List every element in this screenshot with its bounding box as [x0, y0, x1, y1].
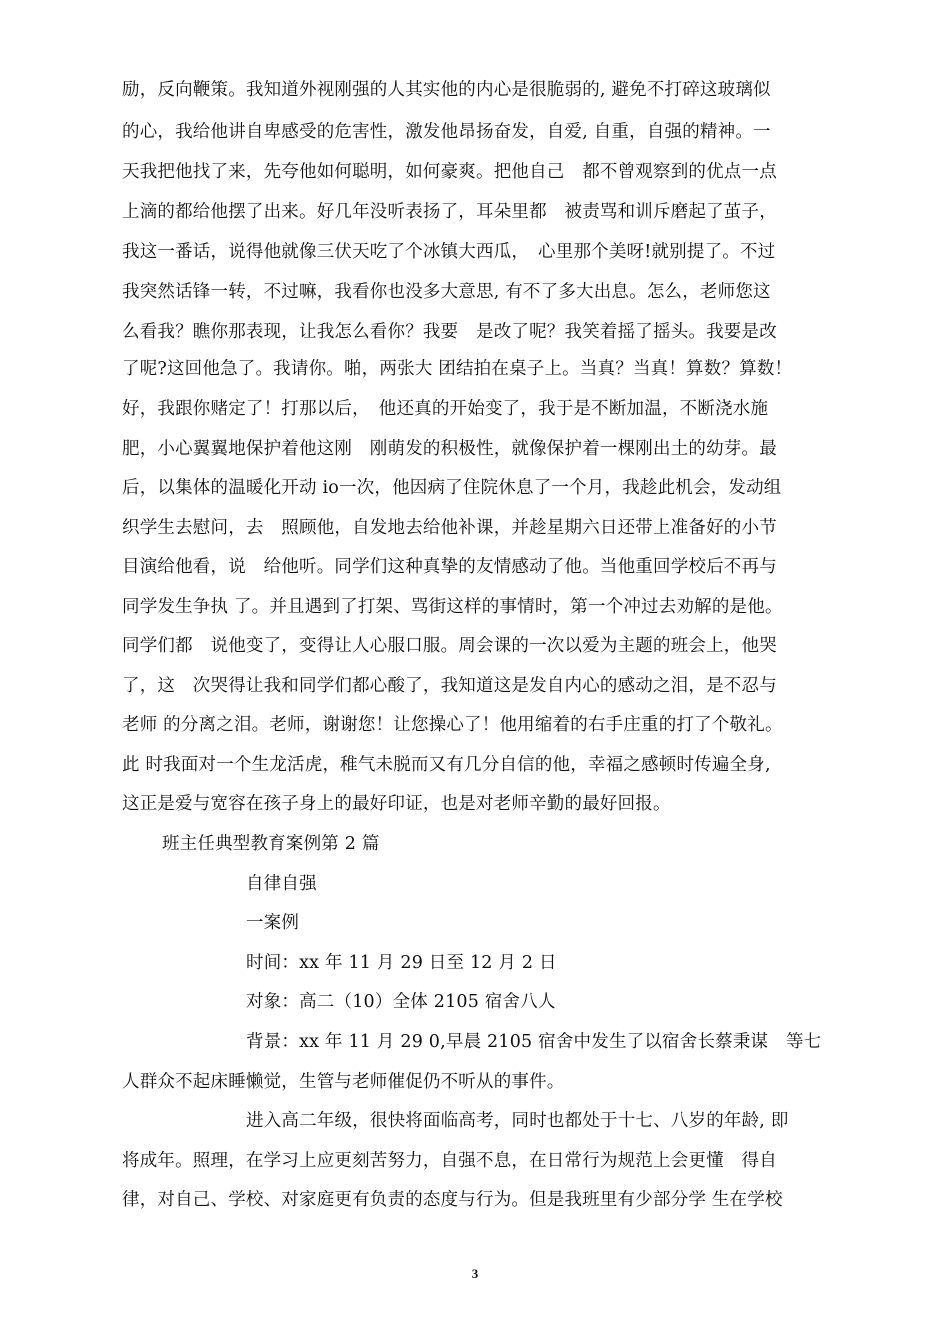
background-line: 人群众不起床睡懒觉，生管与老师催促仍不听从的事件。 [122, 1072, 565, 1092]
text-line: 同学们都 说他变了，变得让人心服口服。周会课的一次以爱为主题的班会上，他哭 [122, 636, 777, 656]
text-line: 上滴的都给他摆了出来。好几年没听表扬了，耳朵里都 被责骂和训斥磨起了茧子， [122, 202, 777, 222]
page-number: 3 [471, 1266, 479, 1281]
case-title: 自律自强 [246, 874, 317, 894]
text-line: 么看我？瞧你那表现，让我怎么看你？我要 是改了呢？我笑着摇了摇头。我要是改 [122, 322, 777, 342]
text-line: 了呢?这回他急了。我请你。啪，两张大 团结拍在桌子上。当真？当真！算数？算数！ [122, 359, 793, 379]
text-line: 目演给他看，说 给他听。同学们这种真挚的友情感动了他。当他重回学校后不再与 [122, 557, 777, 577]
text-line: 我突然话锋一转，不过嘛，我看你也没多大意思, 有不了多大出息。怎么，老师您这 [122, 282, 771, 302]
section-title: 班主任典型教育案例第 2 篇 [162, 834, 380, 854]
case-label: 一案例 [246, 913, 300, 933]
text-line: 天我把他找了来，先夸他如何聪明，如何豪爽。把他自己 都不曾观察到的优点一点 [122, 162, 777, 182]
background-line: 背景：xx 年 11 月 29 0,早晨 2105 宿舍中发生了以宿舍长蔡秉谋 等七 [246, 1032, 822, 1052]
paragraph-line: 将成年。照理，在学习上应更刻苦努力，自强不息，在日常行为规范上会更懂 得自 [122, 1151, 777, 1171]
text-line: 这正是爱与宽容在孩子身上的最好印证，也是对老师辛勤的最好回报。 [122, 794, 671, 814]
text-line: 好，我跟你赌定了！打那以后， 他还真的开始变了，我于是不断加温，不断浇水施 [122, 399, 769, 419]
text-line: 了，这 次哭得让我和同学们都心酸了，我知道这是发自内心的感动之泪，是不忍与 [122, 676, 777, 696]
text-line: 后，以集体的温暖化开动 io一次，他因病了住院休息了一个月，我趁此机会，发动组 [122, 478, 782, 498]
text-line: 我这一番话，说得他就像三伏天吃了个冰镇大西瓜， 心里那个美呀!就别提了。不过 [122, 242, 776, 262]
paragraph-line: 律，对自己、学校、对家庭更有负责的态度与行为。但是我班里有少部分学 生在学校 [122, 1190, 783, 1210]
text-line: 励，反向鞭策。我知道外视刚强的人其实他的内心是很脆弱的, 避免不打碎这玻璃似 [122, 80, 771, 100]
paragraph-line: 进入高二年级，很快将面临高考，同时也都处于十七、八岁的年龄, 即 [246, 1111, 789, 1131]
subject-line: 对象：高二（10）全体 2105 宿舍八人 [246, 992, 556, 1012]
text-line: 肥，小心翼翼地保护着他这刚 刚萌发的积极性，就像保护着一棵刚出土的幼芽。最 [122, 439, 777, 459]
time-line: 时间：xx 年 11 月 29 日至 12 月 2 日 [246, 953, 557, 973]
text-line: 织学生去慰问，去 照顾他，自发地去给他补课，并趁星期六日还带上准备好的小节 [122, 518, 777, 538]
text-line: 老师 的分离之泪。老师，谢谢您！让您操心了！他用缩着的右手庄重的打了个敬礼。 [122, 715, 783, 735]
text-line: 的心，我给他讲自卑感受的危害性，激发他昂扬奋发，自爱, 自重，自强的精神。一 [122, 122, 771, 142]
text-line: 此 时我面对一个生龙活虎，稚气未脱而又有几分自信的他，幸福之感顿时传遍全身, [122, 755, 771, 775]
text-line: 同学发生争执 了。并且遇到了打架、骂街这样的事情时，第一个冲过去劝解的是他。 [122, 597, 783, 617]
